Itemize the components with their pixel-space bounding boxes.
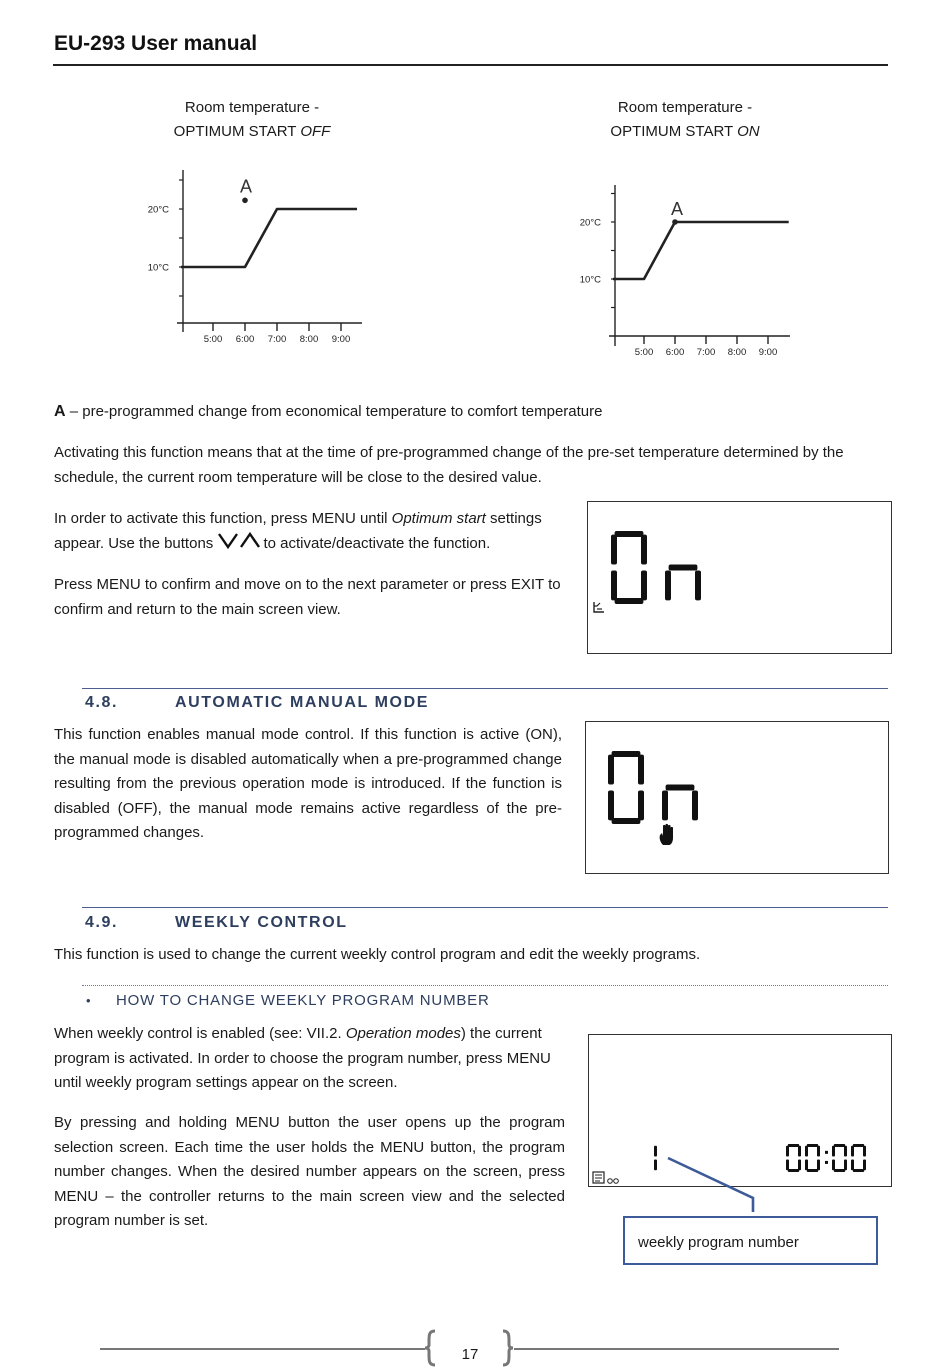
- section-4-9-paragraph-1: [54, 1022, 566, 1096]
- chart-optimum-start-on: [562, 180, 812, 370]
- section-4-9-rule: [82, 907, 888, 908]
- p1-before: When weekly control is enabled (see: VII.2.: [54, 1025, 346, 1042]
- optimum-paragraph-1: [54, 507, 572, 558]
- optimum-start-icon: [592, 600, 606, 614]
- lcd-segment: [695, 571, 701, 601]
- optimum-p1-after: settings appear. Use the buttons: [54, 510, 542, 552]
- section-4-9-heading: [85, 914, 348, 932]
- lcd-segment: [641, 535, 647, 565]
- lcd-segment: [665, 571, 671, 601]
- section-4-9-paragraph-2: By pressing and holding MENU button the user opens up the program selection screen. Each time the user holds the MENU button, the program number changes. When the desired number appears on the screen, press MENU – the controller returns to the main screen view and the selected program number is set.: [54, 1114, 565, 1229]
- lcd-segment: [638, 755, 644, 785]
- legend-a-text: – pre-programmed change from economical temperature to comfort temperature: [65, 403, 603, 420]
- lcd-segment: [853, 1169, 864, 1172]
- y-tick-label: 20°C: [147, 204, 169, 216]
- subsection-dotted-rule: [82, 985, 888, 986]
- series-line: [181, 209, 357, 267]
- lcd-segment: [654, 1160, 657, 1171]
- section-4-8-text: This function enables manual mode control. If this function is active (ON), the manual mode is disabled automatically when a pre-programmed change resulting from the previous operation mode is introduced. If the function is disabled (OFF), the manual mode remains active regardless of the pre-programmed changes.: [54, 726, 562, 841]
- section-4-8-rule: [82, 688, 888, 689]
- chart-caption-off-line1: Room temperature -: [184, 99, 320, 116]
- callout-pointer: [660, 1150, 760, 1214]
- chart-caption-on-line2: [563, 120, 807, 144]
- lcd-segment: [834, 1144, 845, 1147]
- p1-after: ) the current program is activated. In order to choose the program number, press MENU until weekly program settings appear on the screen.: [54, 1025, 551, 1091]
- optimum-paragraph-2: Press MENU to confirm and move on to the next parameter or press EXIT to confirm and return to the main screen view.: [54, 576, 561, 618]
- x-tick-label: 8:00: [727, 347, 747, 358]
- section-4-9-intro: This function is used to change the current weekly control program and edit the weekly programs.: [54, 946, 701, 963]
- y-tick-label: 10°C: [579, 274, 601, 286]
- callout-text: weekly program number: [638, 1234, 799, 1251]
- section-number: 4.8.: [85, 694, 119, 711]
- lcd-segment: [851, 1146, 854, 1157]
- lcd-segment: [851, 1160, 854, 1171]
- annotation-label: A: [239, 176, 253, 197]
- page-header: [54, 30, 888, 58]
- lcd-value-on: [610, 530, 705, 605]
- legend-a: [54, 400, 888, 425]
- lcd-segment: [608, 755, 614, 785]
- section-title: AUTOMATIC MANUAL MODE: [175, 694, 430, 711]
- caption-prefix: OPTIMUM START: [610, 123, 738, 140]
- lcd-segment: [817, 1160, 820, 1171]
- lcd-segment: [863, 1160, 866, 1171]
- lcd-segment: [638, 791, 644, 821]
- lcd-segment: [786, 1160, 789, 1171]
- lcd-colon: [825, 1161, 828, 1164]
- down-up-arrows-icon: [217, 532, 263, 559]
- chart-caption-off-line2: [130, 120, 374, 144]
- page-number: 17: [461, 1346, 479, 1363]
- x-tick-label: 7:00: [696, 347, 716, 358]
- annotation-point: [242, 198, 248, 204]
- header-rule: [53, 64, 888, 66]
- lcd-value-on: [607, 750, 702, 825]
- weekly-program-icon: [592, 1171, 622, 1185]
- lcd-segment: [666, 785, 695, 791]
- x-tick-label: 5:00: [203, 334, 223, 345]
- lcd-segment: [615, 598, 644, 604]
- footer-rule-left: [100, 1348, 425, 1350]
- legend-a-key: A: [54, 403, 66, 420]
- lcd-display-manual-mode: [585, 721, 889, 874]
- lcd-segment: [853, 1144, 864, 1147]
- x-tick-label: 5:00: [634, 347, 654, 358]
- annotation-point: [672, 219, 678, 225]
- lcd-segment: [788, 1144, 799, 1147]
- intro-paragraph: Activating this function means that at the time of pre-programmed change of the pre-set temperature determined by the schedule, the current room temperature will be close to the desired value.: [54, 444, 844, 486]
- chart-caption-on: [563, 96, 807, 144]
- x-tick-label: 9:00: [758, 347, 778, 358]
- optimum-p1-end: to activate/deactivate the function.: [263, 534, 491, 552]
- x-tick-label: 6:00: [235, 334, 255, 345]
- lcd-segment: [654, 1146, 657, 1157]
- document-title: EU-293 User manual: [54, 32, 258, 55]
- lcd-segment: [807, 1144, 818, 1147]
- y-tick-label: 10°C: [147, 262, 169, 274]
- bullet-icon: •: [86, 993, 92, 1008]
- caption-state: ON: [737, 123, 760, 140]
- lcd-clock: [785, 1143, 871, 1173]
- lcd-segment: [692, 791, 698, 821]
- chart-caption-on-line1: Room temperature -: [617, 99, 753, 116]
- lcd-segment: [844, 1160, 847, 1171]
- y-tick-label: 20°C: [579, 217, 601, 229]
- lcd-segment: [807, 1169, 818, 1172]
- lcd-segment: [612, 751, 641, 757]
- series-line: [613, 222, 789, 279]
- lcd-segment: [611, 535, 617, 565]
- lcd-display-optimum-start: [587, 501, 892, 654]
- bullet-heading-text: HOW TO CHANGE WEEKLY PROGRAM NUMBER: [116, 992, 490, 1009]
- lcd-segment: [669, 565, 698, 571]
- lcd-segment: [611, 571, 617, 601]
- x-tick-label: 9:00: [331, 334, 351, 345]
- footer-bracket-right: [500, 1329, 514, 1367]
- lcd-segment: [641, 571, 647, 601]
- lcd-segment: [844, 1146, 847, 1157]
- optimum-p1-before: In order to activate this function, press MENU until: [54, 510, 392, 527]
- x-tick-label: 8:00: [299, 334, 319, 345]
- section-number: 4.9.: [85, 914, 119, 931]
- lcd-segment: [612, 818, 641, 824]
- x-tick-label: 7:00: [267, 334, 287, 345]
- lcd-segment: [798, 1146, 801, 1157]
- footer-bracket-left: [424, 1329, 438, 1367]
- chart-caption-off: [130, 96, 374, 144]
- lcd-segment: [805, 1146, 808, 1157]
- lcd-colon: [825, 1151, 828, 1154]
- lcd-segment: [817, 1146, 820, 1157]
- lcd-segment: [786, 1146, 789, 1157]
- optimum-p1-italic: Optimum start: [391, 510, 486, 527]
- lcd-segment: [834, 1169, 845, 1172]
- callout-box: [623, 1216, 878, 1265]
- annotation-label: A: [670, 199, 684, 219]
- lcd-segment: [832, 1146, 835, 1157]
- section-4-8-heading: [85, 694, 429, 712]
- lcd-segment: [832, 1160, 835, 1171]
- footer-rule-right: [514, 1348, 839, 1350]
- p1-italic: Operation modes: [345, 1025, 461, 1042]
- lcd-segment: [615, 531, 644, 537]
- caption-prefix: OPTIMUM START: [173, 123, 301, 140]
- section-title: WEEKLY CONTROL: [175, 914, 348, 931]
- bullet-heading: [86, 990, 490, 1012]
- hand-icon: [657, 823, 679, 847]
- chart-optimum-start-off: [130, 165, 380, 360]
- x-tick-label: 6:00: [665, 347, 685, 358]
- lcd-segment: [608, 791, 614, 821]
- lcd-segment: [798, 1160, 801, 1171]
- lcd-segment: [805, 1160, 808, 1171]
- lcd-segment: [863, 1146, 866, 1157]
- lcd-segment: [662, 791, 668, 821]
- caption-state: OFF: [300, 123, 331, 140]
- lcd-segment: [788, 1169, 799, 1172]
